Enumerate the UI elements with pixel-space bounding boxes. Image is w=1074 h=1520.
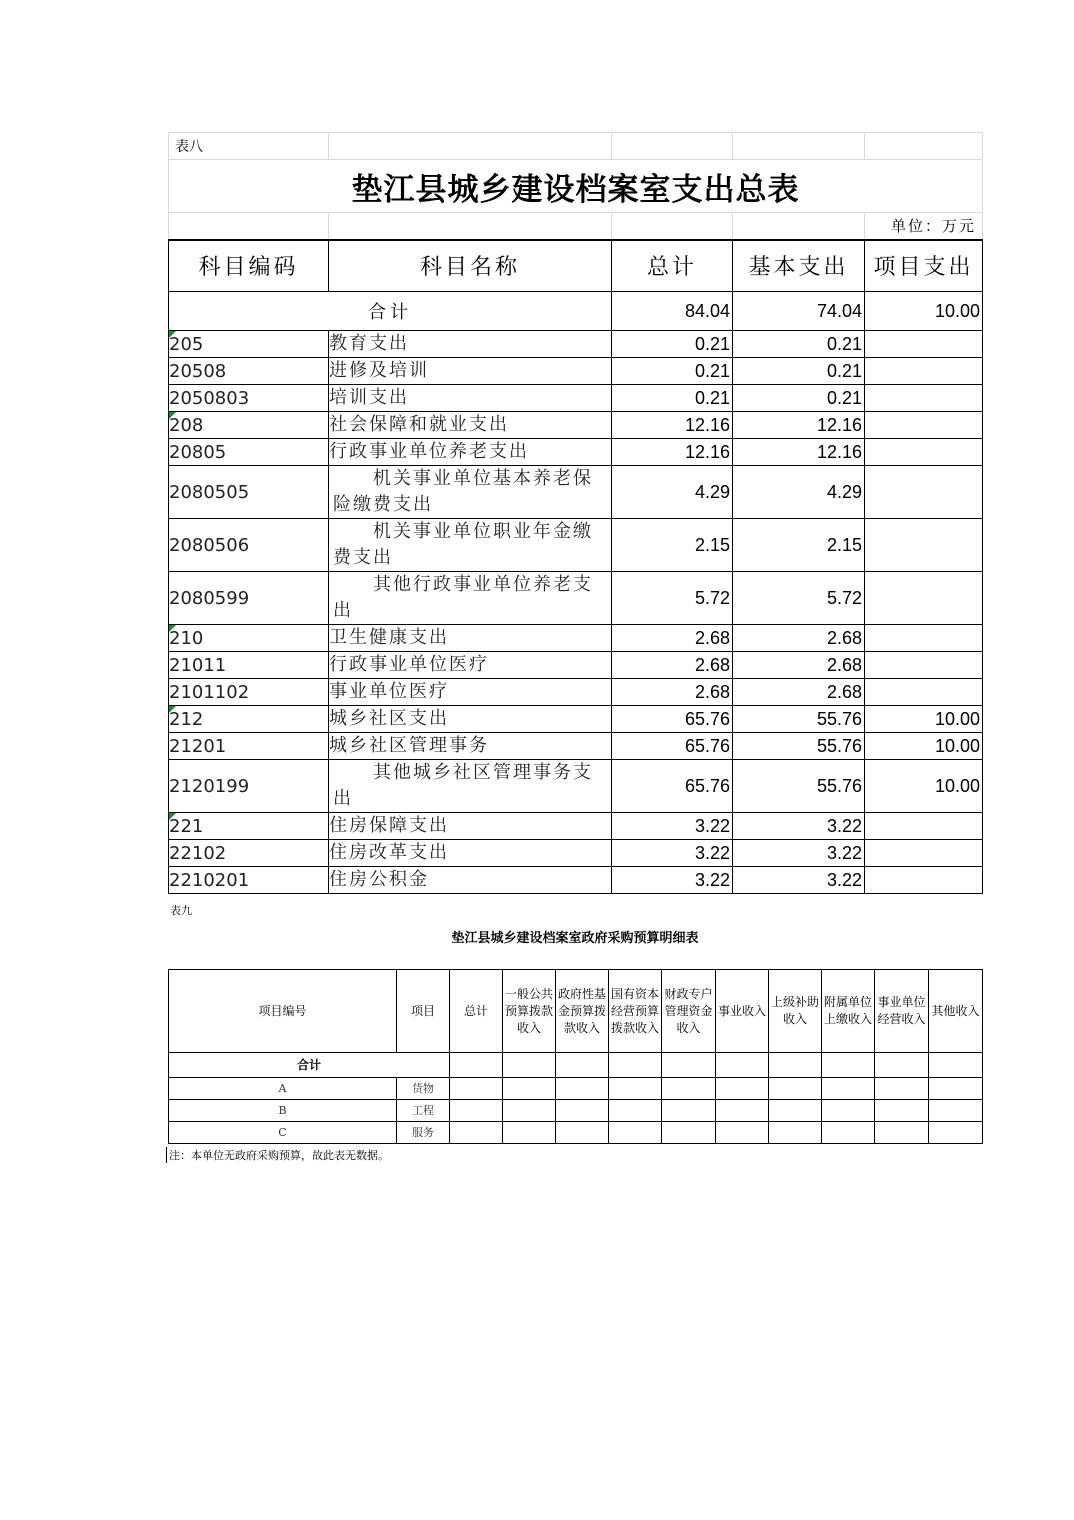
row-code: C bbox=[169, 1122, 397, 1144]
row-basic: 3.22 bbox=[733, 840, 865, 867]
row-total: 5.72 bbox=[612, 572, 733, 625]
row-project: 10.00 bbox=[865, 760, 983, 813]
row-project bbox=[865, 385, 983, 412]
row-name: 住房公积金 bbox=[329, 867, 612, 894]
header-cell: 一般公共预算拨款收入 bbox=[503, 970, 556, 1053]
row-name: 机关事业单位基本养老保险缴费支出 bbox=[329, 466, 612, 519]
row-code: 20508 bbox=[169, 358, 329, 385]
table-row bbox=[169, 679, 983, 706]
header-cell: 项目 bbox=[397, 970, 450, 1053]
row-code: 2120199 bbox=[169, 760, 329, 813]
row-code: 208 bbox=[169, 412, 329, 439]
row-basic: 5.72 bbox=[733, 572, 865, 625]
table-row bbox=[169, 813, 983, 840]
table-label: 表九 bbox=[170, 904, 192, 917]
table-row bbox=[169, 1078, 983, 1100]
row-total: 12.16 bbox=[612, 412, 733, 439]
row-code: 205 bbox=[169, 331, 329, 358]
row-project bbox=[865, 867, 983, 894]
row-name: 城乡社区支出 bbox=[329, 706, 612, 733]
table-row bbox=[169, 466, 983, 519]
row-code: 20805 bbox=[169, 439, 329, 466]
row-name: 卫生健康支出 bbox=[329, 625, 612, 652]
table-row bbox=[169, 706, 983, 733]
row-name: 社会保障和就业支出 bbox=[329, 412, 612, 439]
row-basic: 3.22 bbox=[733, 867, 865, 894]
row-total: 2.15 bbox=[612, 519, 733, 572]
row-project: 10.00 bbox=[865, 733, 983, 760]
row-code: 2101102 bbox=[169, 679, 329, 706]
row-total: 12.16 bbox=[612, 439, 733, 466]
row-project bbox=[865, 813, 983, 840]
table-row bbox=[169, 385, 983, 412]
row-name: 住房保障支出 bbox=[329, 813, 612, 840]
row-basic: 55.76 bbox=[733, 760, 865, 813]
total-label: 合计 bbox=[169, 1053, 450, 1078]
row-item: 服务 bbox=[397, 1122, 450, 1144]
basic-value: 74.04 bbox=[733, 292, 865, 331]
row-code: B bbox=[169, 1100, 397, 1122]
row-total: 65.76 bbox=[612, 760, 733, 813]
row-basic: 2.15 bbox=[733, 519, 865, 572]
table-row bbox=[169, 358, 983, 385]
row-name: 其他城乡社区管理事务支出 bbox=[329, 760, 612, 813]
total-row bbox=[169, 1053, 983, 1078]
row-project bbox=[865, 652, 983, 679]
row-code: 221 bbox=[169, 813, 329, 840]
row-project bbox=[865, 679, 983, 706]
row-code: 212 bbox=[169, 706, 329, 733]
row-project bbox=[865, 358, 983, 385]
table-row bbox=[169, 840, 983, 867]
row-total: 0.21 bbox=[612, 385, 733, 412]
row-project bbox=[865, 572, 983, 625]
header-code: 科目编码 bbox=[169, 240, 329, 292]
header-cell: 其他收入 bbox=[929, 970, 983, 1053]
header-cell: 上级补助收入 bbox=[769, 970, 822, 1053]
row-basic: 0.21 bbox=[733, 331, 865, 358]
row-basic: 0.21 bbox=[733, 385, 865, 412]
table-title: 垫江县城乡建设档案室政府采购预算明细表 bbox=[451, 931, 699, 946]
row-total: 0.21 bbox=[612, 358, 733, 385]
table-label: 表八 bbox=[169, 133, 329, 160]
row-basic: 4.29 bbox=[733, 466, 865, 519]
row-project: 10.00 bbox=[865, 706, 983, 733]
header-project: 项目支出 bbox=[865, 240, 983, 292]
row-total: 0.21 bbox=[612, 331, 733, 358]
row-total: 2.68 bbox=[612, 652, 733, 679]
table-row bbox=[169, 331, 983, 358]
header-cell: 事业收入 bbox=[716, 970, 769, 1053]
header-cell: 附属单位上缴收入 bbox=[822, 970, 875, 1053]
header-cell: 财政专户管理资金收入 bbox=[662, 970, 716, 1053]
row-project bbox=[865, 439, 983, 466]
row-project bbox=[865, 519, 983, 572]
row-name: 进修及培训 bbox=[329, 358, 612, 385]
row-name: 培训支出 bbox=[329, 385, 612, 412]
header-basic: 基本支出 bbox=[733, 240, 865, 292]
row-name: 城乡社区管理事务 bbox=[329, 733, 612, 760]
table-row bbox=[169, 652, 983, 679]
table-note: 注：本单位无政府采购预算，故此表无数据。 bbox=[166, 1147, 389, 1163]
row-code: 21201 bbox=[169, 733, 329, 760]
row-basic: 0.21 bbox=[733, 358, 865, 385]
header-total: 总计 bbox=[612, 240, 733, 292]
header-cell: 事业单位经营收入 bbox=[875, 970, 929, 1053]
total-label: 合计 bbox=[169, 292, 612, 331]
row-name: 行政事业单位养老支出 bbox=[329, 439, 612, 466]
row-code: 2210201 bbox=[169, 867, 329, 894]
row-name: 住房改革支出 bbox=[329, 840, 612, 867]
table-row bbox=[169, 760, 983, 813]
row-basic: 3.22 bbox=[733, 813, 865, 840]
row-total: 3.22 bbox=[612, 867, 733, 894]
row-code: 2080599 bbox=[169, 572, 329, 625]
row-basic: 55.76 bbox=[733, 733, 865, 760]
header-row bbox=[169, 970, 983, 1053]
table-row bbox=[169, 412, 983, 439]
row-name: 事业单位医疗 bbox=[329, 679, 612, 706]
table-row bbox=[169, 625, 983, 652]
row-total: 4.29 bbox=[612, 466, 733, 519]
table-row bbox=[169, 572, 983, 625]
row-basic: 12.16 bbox=[733, 412, 865, 439]
row-project bbox=[865, 331, 983, 358]
row-code: 2080506 bbox=[169, 519, 329, 572]
row-name: 教育支出 bbox=[329, 331, 612, 358]
row-project bbox=[865, 840, 983, 867]
table-row bbox=[169, 867, 983, 894]
row-basic: 12.16 bbox=[733, 439, 865, 466]
row-code: 21011 bbox=[169, 652, 329, 679]
row-project bbox=[865, 625, 983, 652]
row-code: A bbox=[169, 1078, 397, 1100]
row-name: 行政事业单位医疗 bbox=[329, 652, 612, 679]
table-row bbox=[169, 1100, 983, 1122]
header-cell: 总计 bbox=[450, 970, 503, 1053]
expenditure-summary-table bbox=[168, 132, 983, 894]
row-basic: 2.68 bbox=[733, 625, 865, 652]
row-total: 2.68 bbox=[612, 625, 733, 652]
row-item: 货物 bbox=[397, 1078, 450, 1100]
row-item: 工程 bbox=[397, 1100, 450, 1122]
row-code: 2050803 bbox=[169, 385, 329, 412]
table-row bbox=[169, 519, 983, 572]
project-value: 10.00 bbox=[865, 292, 983, 331]
row-total: 3.22 bbox=[612, 840, 733, 867]
row-name: 机关事业单位职业年金缴费支出 bbox=[329, 519, 612, 572]
header-name: 科目名称 bbox=[329, 240, 612, 292]
table-row bbox=[169, 1122, 983, 1144]
total-value: 84.04 bbox=[612, 292, 733, 331]
total-row bbox=[169, 292, 983, 331]
row-total: 2.68 bbox=[612, 679, 733, 706]
procurement-budget-table bbox=[168, 969, 983, 1144]
row-project bbox=[865, 466, 983, 519]
row-code: 210 bbox=[169, 625, 329, 652]
table-title: 垫江县城乡建设档案室支出总表 bbox=[169, 160, 983, 213]
row-name: 其他行政事业单位养老支出 bbox=[329, 572, 612, 625]
row-total: 65.76 bbox=[612, 733, 733, 760]
row-basic: 2.68 bbox=[733, 652, 865, 679]
row-code: 2080505 bbox=[169, 466, 329, 519]
row-basic: 55.76 bbox=[733, 706, 865, 733]
header-row bbox=[169, 240, 983, 292]
row-total: 3.22 bbox=[612, 813, 733, 840]
unit-label: 单位：万元 bbox=[865, 213, 983, 240]
row-code: 22102 bbox=[169, 840, 329, 867]
row-total: 65.76 bbox=[612, 706, 733, 733]
row-project bbox=[865, 412, 983, 439]
header-cell: 国有资本经营预算拨款收入 bbox=[609, 970, 662, 1053]
header-cell: 政府性基金预算拨款收入 bbox=[556, 970, 609, 1053]
row-basic: 2.68 bbox=[733, 679, 865, 706]
table-row bbox=[169, 439, 983, 466]
header-cell: 项目编号 bbox=[169, 970, 397, 1053]
table-row bbox=[169, 733, 983, 760]
